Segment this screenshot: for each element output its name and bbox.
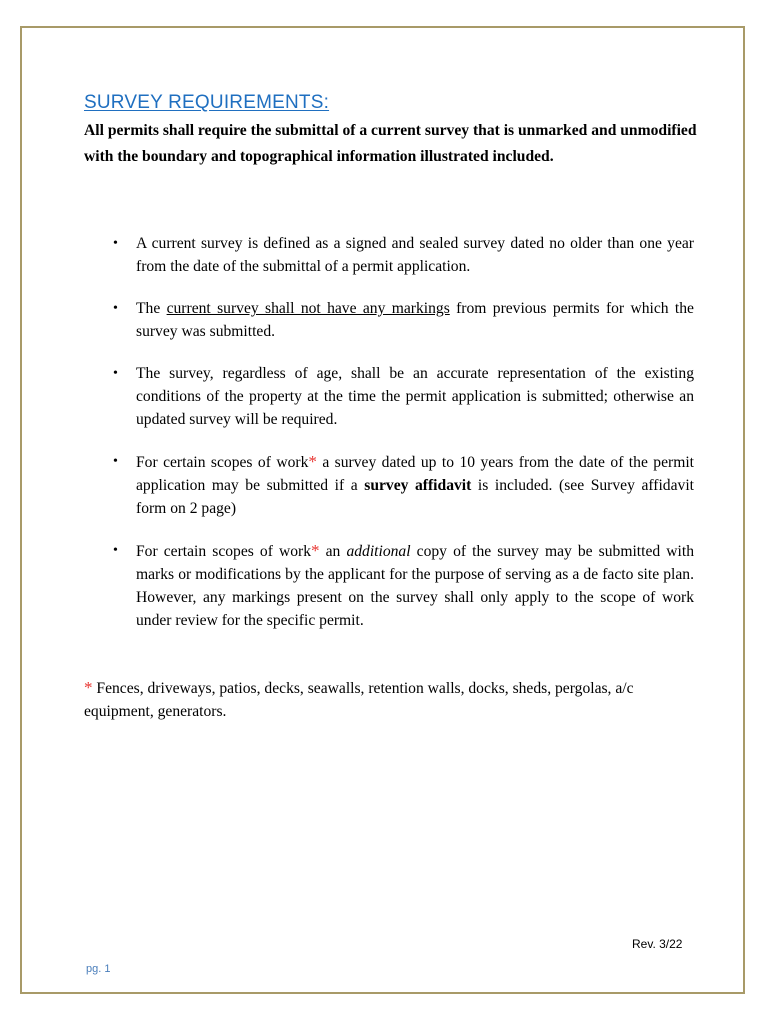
bullet-icon: • [113,366,118,381]
intro-paragraph: All permits shall require the submittal of a current survey that is unmarked and unmodified with the boundary and topographical information illustrated included. [84,122,697,165]
list-item-text: copy of the survey may be submitted with marks or modifications by the applicant for the purpose of serving as a de facto site plan. However, any markings present on the survey shall only apply to the scope of work under review for the specific permit. [136,543,694,629]
list-item-text: A current survey is defined as a signed and sealed survey dated no older than one year from the date of the submittal of a permit application. [136,235,694,275]
list-item-text: from previous permits for which the survey was submitted. [136,300,694,340]
list-item-text: The survey, regardless of age, shall be an accurate representation of the existing conditions of the property at the time the permit application is submitted; otherwise an updated survey will be required. [136,365,694,428]
underlined-phrase: current survey shall not have any markings [166,300,450,317]
page-title: SURVEY REQUIREMENTS: [84,92,330,113]
list-item-text: is included. (see Survey affidavit form on 2 page) [136,477,694,517]
list-item-text: an [319,543,347,560]
list-item [84,297,694,343]
asterisk-marker: * [308,452,317,471]
bullet-icon: • [113,454,118,469]
list-item-text: For certain scopes of work [136,454,309,471]
asterisk-marker: * [84,678,93,697]
list-item [84,539,694,632]
list-item [84,450,694,520]
bold-phrase: survey affidavit [364,477,472,494]
revision-label: Rev. 3/22 [632,937,683,951]
bullet-icon: • [113,236,118,251]
footnote-text: Fences, driveways, patios, decks, seawalls, retention walls, docks, sheds, pergolas, a/c equipment, generators. [84,680,634,720]
list-item-text: For certain scopes of work [136,543,312,560]
list-item-text: a survey dated up to 10 years from the date of the permit application may be submitted if a [136,454,694,494]
list-item [84,362,694,431]
requirements-list [84,232,694,632]
italic-phrase: additional [346,543,411,560]
page-number: pg. 1 [86,963,111,975]
list-item-text: The [136,300,167,317]
footnote [84,676,704,723]
bullet-icon: • [113,301,118,316]
asterisk-marker: * [311,541,320,560]
bullet-icon: • [113,543,118,558]
list-item [84,232,694,278]
